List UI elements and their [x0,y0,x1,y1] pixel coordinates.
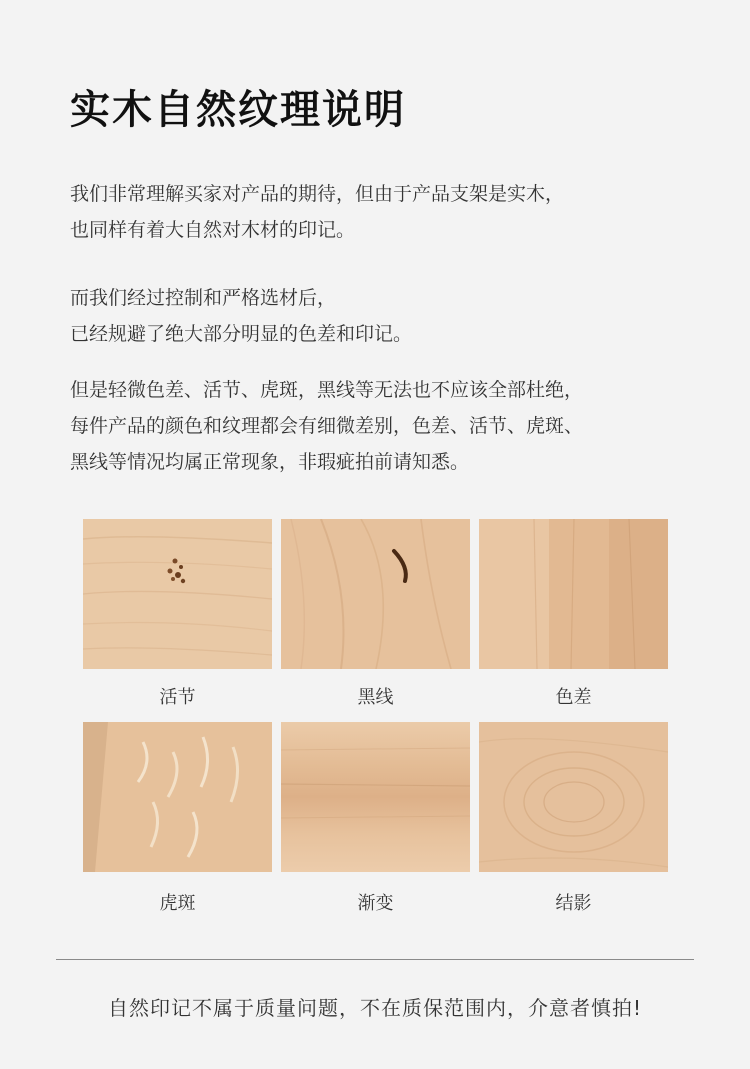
sample-tile-color-difference [479,519,668,708]
sample-label: 色差 [555,687,592,708]
paragraph-line: 也同样有着大自然对木材的印记。 [70,219,356,241]
sample-label: 结影 [555,893,592,914]
sample-tile-tiger-stripe [83,722,272,914]
sample-tile-knot-shadow [479,722,668,914]
wood-color-difference-photo [479,519,668,669]
notice-paragraph [70,372,710,480]
wood-knot-photo [83,519,272,669]
paragraph-line: 但是轻微色差、活节、虎斑，黑线等无法也不应该全部杜绝， [70,379,584,401]
paragraph-line: 每件产品的颜色和纹理都会有细微差别，色差、活节、虎斑、 [70,415,584,437]
wood-black-line-photo [281,519,470,669]
wood-gradient-photo [281,722,470,872]
sample-tile-knot [83,519,272,708]
sample-label: 活节 [159,687,196,708]
sample-label: 黑线 [357,687,394,708]
footer-disclaimer: 自然印记不属于质量问题，不在质保范围内，介意者慎拍! [107,996,643,1020]
sample-label: 虎斑 [159,893,196,914]
page-title: 实木自然纹理说明 [70,87,406,133]
divider [56,959,694,960]
paragraph-line: 而我们经过控制和严格选材后， [70,287,337,309]
control-paragraph [70,280,710,352]
paragraph-line: 已经规避了绝大部分明显的色差和印记。 [70,323,413,345]
paragraph-line: 黑线等情况均属正常现象，非瑕疵拍前请知悉。 [70,451,470,473]
sample-label: 渐变 [357,893,394,914]
paragraph-line: 我们非常理解买家对产品的期待，但由于产品支架是实木， [70,183,565,205]
wood-knot-shadow-photo [479,722,668,872]
intro-paragraph [70,176,710,248]
wood-tiger-stripe-photo [83,722,272,872]
sample-tile-gradient [281,722,470,914]
sample-tile-black-line [281,519,470,708]
